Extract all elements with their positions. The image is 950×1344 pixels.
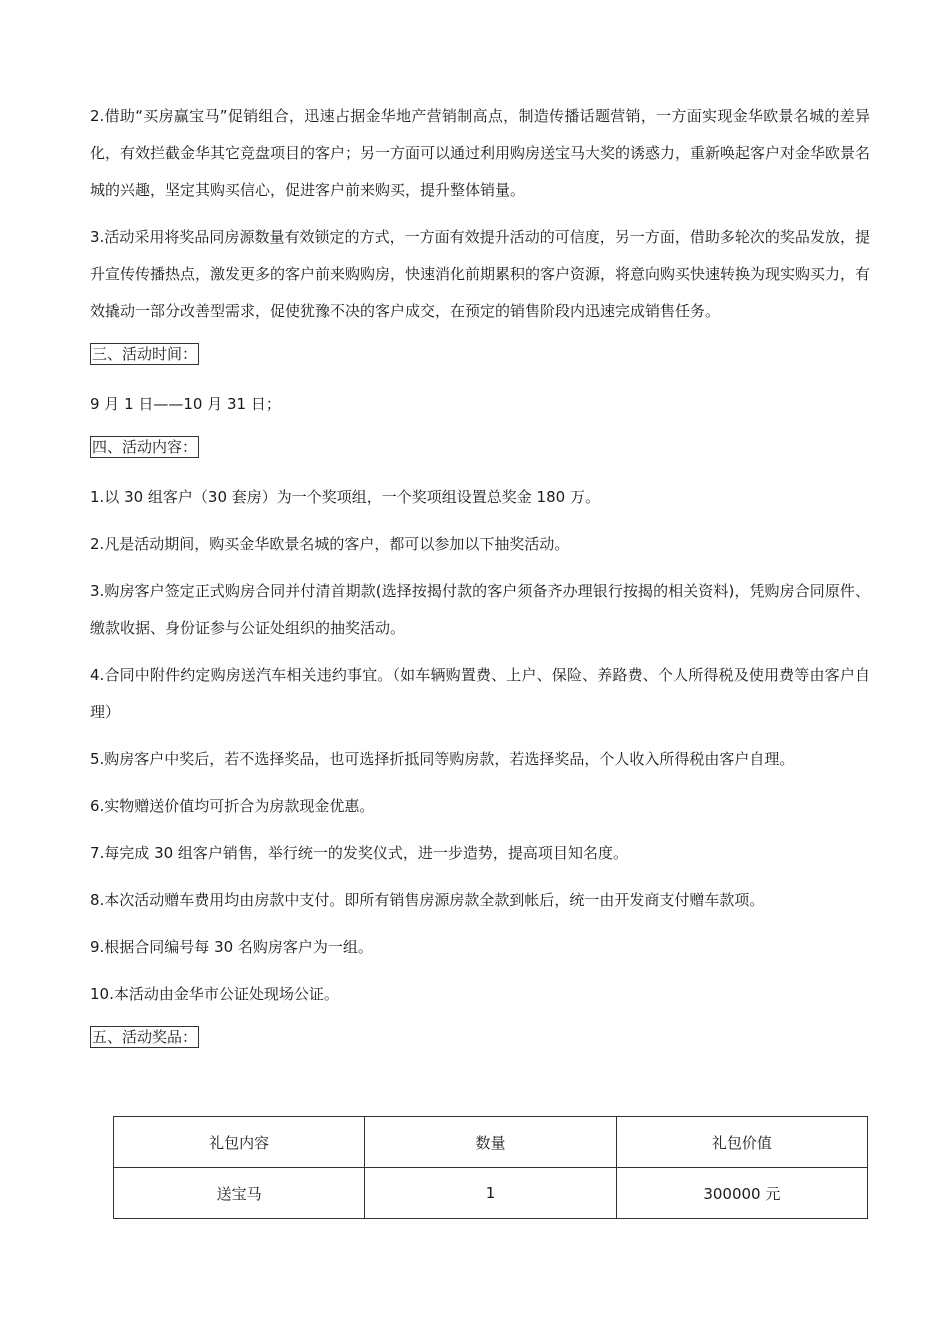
paragraph-3: 3.活动采用将奖品同房源数量有效锁定的方式，一方面有效提升活动的可信度，另一方面，借助多轮次的奖品发放，提升宣传传播热点，激发更多的客户前来购购房，快速消化前期累积的客户资源，将意向购买快速转换为现实购买力，有效撬动一部分改善型需求，促使犹豫不决的客户成交，在预定的销售阶段内迅速完成销售任务。 (90, 228, 871, 320)
content-item-3: 3.购房客户签定正式购房合同并付清首期款(选择按揭付款的客户须备齐办理银行按揭的相关资料)，凭购房合同原件、缴款收据、身份证参与公证处组织的抽奖活动。 (90, 582, 870, 637)
content-item-9: 9.根据合同编号每 30 名购房客户为一组。 (90, 938, 373, 956)
header-value: 礼包价值 (616, 1117, 867, 1168)
table-header-row (114, 1117, 868, 1168)
paragraph-2: 2.借助“买房赢宝马”促销组合，迅速占据金华地产营销制高点，制造传播话题营销，一方面实现金华欧景名城的差异化，有效拦截金华其它竞盘项目的客户；另一方面可以通过利用购房送宝马大奖的诱惑力，重新唤起客户对金华欧景名城的兴趣，坚定其购买信心，促进客户前来购买，提升整体销量。 (90, 107, 871, 199)
cell-value: 300000 元 (616, 1168, 867, 1219)
activity-time: 9 月 1 日——10 月 31 日； (90, 395, 281, 413)
content-item-5: 5.购房客户中奖后，若不选择奖品，也可选择折抵同等购房款，若选择奖品，个人收入所得税由客户自理。 (90, 750, 795, 768)
section-heading-prizes: 五、活动奖品： (92, 1028, 198, 1046)
content-item-10: 10.本活动由金华市公证处现场公证。 (90, 985, 339, 1003)
content-item-8: 8.本次活动赠车费用均由房款中支付。即所有销售房源房款全款到帐后，统一由开发商支付赠车款项。 (90, 891, 765, 909)
header-package: 礼包内容 (114, 1117, 365, 1168)
content-item-4: 4.合同中附件约定购房送汽车相关违约事宜。（如车辆购置费、上户、保险、养路费、个人所得税及使用费等由客户自理） (90, 666, 870, 721)
content-item-7: 7.每完成 30 组客户销售，举行统一的发奖仪式，进一步造势，提高项目知名度。 (90, 844, 628, 862)
document-body (90, 98, 870, 1069)
cell-package: 送宝马 (114, 1168, 365, 1219)
content-item-1: 1.以 30 组客户（30 套房）为一个奖项组，一个奖项组设置总奖金 180 万。 (90, 488, 600, 506)
prize-table (113, 1116, 868, 1219)
section-heading-content: 四、活动内容： (92, 438, 198, 456)
content-item-6: 6.实物赠送价值均可折合为房款现金优惠。 (90, 797, 375, 815)
section-heading-time: 三、活动时间： (92, 345, 198, 363)
content-item-2: 2.凡是活动期间，购买金华欧景名城的客户，都可以参加以下抽奖活动。 (90, 535, 570, 553)
cell-quantity: 1 (365, 1168, 616, 1219)
header-quantity: 数量 (365, 1117, 616, 1168)
table-row (114, 1168, 868, 1219)
